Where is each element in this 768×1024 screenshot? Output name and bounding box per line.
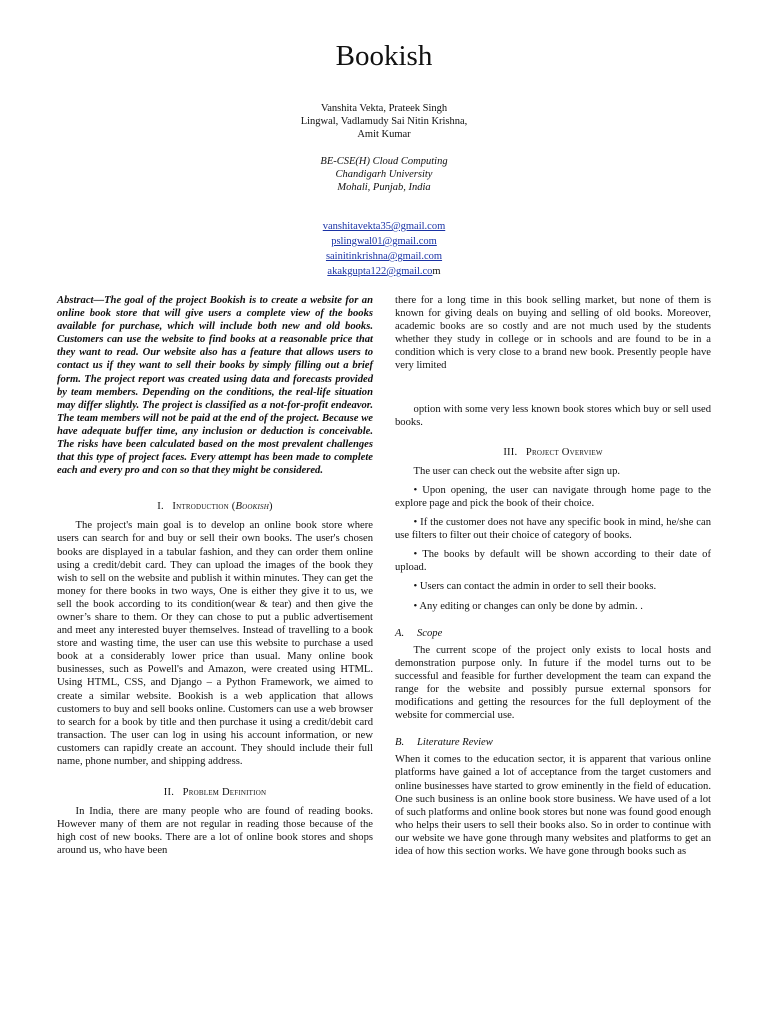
section-number: II. xyxy=(163,787,175,799)
paper-title: Bookish xyxy=(335,40,433,72)
email-link[interactable] xyxy=(327,266,432,277)
email-link[interactable]: sainitinkrishna@gmail.com xyxy=(325,251,443,262)
subsection-label: A. xyxy=(395,627,405,639)
subsection-title: Scope xyxy=(417,627,443,639)
affiliation xyxy=(0,155,768,194)
section-title: Project Overview xyxy=(525,446,603,458)
affiliation-line: BE-CSE(H) Cloud Computing xyxy=(320,156,448,167)
affiliation-line: Mohali, Punjab, India xyxy=(337,182,431,193)
introduction-body: The project's main goal is to develop an online book store where users can search for and buy or sell their own books. The user's chosen books are displayed in a tabular fashion, and they can order them online using a credit/debit card. They can upload the images of the book they wish to sell on the website and publish it within minutes. They can get the money for there books in two ways, One is either they give it to us, we sell the book according to its condition(wear & tear) and then give the owner’s share to them. Or they can chose to put a public advertisement and meet any interested buyer themselves. Instead of travelling to a book store and wasting time, the user can use this website to purchase a used book at a considerably lower price than usual. Many online book businesses, such as Powell's and Amazon, were created using HTML. Using HTML, CSS, and Django – a Python Framework, we aimed to create a similar website. Bookish is a web application that allows customers to buy and sell books online. Customers can use a web browser to search for a book by title and then purchase it using a credit/debit card transaction. The user can log in using his account information, or new customers can rapidly create an account. They should include their full name, phone number, and shipping address. xyxy=(57,520,373,767)
affiliation-line: Chandigarh University xyxy=(335,169,433,180)
subsection-heading-scope xyxy=(395,627,711,640)
subsection-heading-literature-review xyxy=(395,736,711,749)
email-link[interactable]: vanshitavekta35@gmail.com xyxy=(322,221,446,232)
list-item: • Users can contact the admin in order to sell their books. xyxy=(413,581,657,593)
problem-definition-continued-2: option with some very less known book stores which buy or sell used books. xyxy=(395,403,711,428)
list-item: • Any editing or changes can only be done by admin. . xyxy=(413,600,643,612)
section-number: I. xyxy=(157,501,164,513)
list-item: • Upon opening, the user can navigate through home page to the explore page and pick the book of their choice. xyxy=(395,484,711,509)
email-link-text: akakgupta122@gmail.co xyxy=(327,266,433,277)
author-line: Lingwal, Vadlamudy Sai Nitin Krishna, xyxy=(300,116,468,127)
left-column xyxy=(57,294,373,857)
problem-definition-continued: there for a long time in this book selling market, but none of them is known for giving deals on buying and selling of old books. Moreover, academic books are so costly and are not much used by the students whether they study in college or in schools and are found to be in a condition which is very close to a brand new book. Presently people have very limited xyxy=(395,295,711,372)
email-link[interactable]: pslingwal01@gmail.com xyxy=(331,236,437,247)
author-line: Vanshita Vekta, Prateek Singh xyxy=(320,103,448,114)
right-column xyxy=(395,294,711,858)
section-heading-introduction xyxy=(57,500,373,513)
email-list xyxy=(0,219,768,279)
literature-review-body: When it comes to the education sector, it is apparent that various online platforms have gained a lot of acceptance from the target customers and online businesses have started to grow eminently in the field of education. One such business is an online book store business. We have used of a lot of such platforms and online book stores but none was found good enough who helps their users to sell their books also. So in order to continue with our website we have gone through many websites and platforms to get an idea of how this section works. We have gone through books such as xyxy=(395,754,711,857)
author-line: Amit Kumar xyxy=(357,129,411,140)
project-overview-intro: The user can check out the website after sign up. xyxy=(413,465,621,477)
email-tail: m xyxy=(432,266,441,277)
section-title-emphasis: Bookish xyxy=(235,501,269,513)
section-heading-problem-definition xyxy=(57,786,373,799)
author-list xyxy=(0,102,768,141)
abstract: Abstract—The goal of the project Bookish is to create a website for an online book store that will give users a complete view of the books available for purchase, which will include both new and old books. Customers can use the website to find books at a reasonable price that they want to read. Our website also has a feature that allows users to contact us if they want to sell their books by simply filling out a brief form. The project report was created using data and forecasts provided by team members. Depending on the conditions, the real-life situation may differ slightly. The project is classified as a not-for-profit endeavor. The team members will not be paid at the end of the project. Because we have adequate buffer time, any inclusion or deduction is conceivable. The risks have been calculated based on the most prevalent challenges that this type of project faces. Every attempt has been made to complete each and every pro and con so that they might be considered. xyxy=(57,295,373,477)
section-title: Problem Definition xyxy=(182,787,267,799)
section-title-close: ) xyxy=(269,501,273,513)
list-item: • The books by default will be shown according to their date of upload. xyxy=(395,549,711,574)
section-title: Introduction ( xyxy=(172,501,236,513)
subsection-title: Literature Review xyxy=(417,737,493,749)
problem-definition-body: In India, there are many people who are found of reading books. However many of them are not regular in reading those because of the high cost of new books. There are a lot of online book stores and shops around us, who have been xyxy=(57,806,373,857)
subsection-label: B. xyxy=(395,737,405,749)
list-item: • If the customer does not have any specific book in mind, he/she can use filters to filter out their choice of category of books. xyxy=(395,517,711,542)
section-number: III. xyxy=(503,446,518,458)
section-heading-project-overview xyxy=(395,446,711,459)
scope-body: The current scope of the project only exists to local hosts and demonstration purpose only. In future if the model turns out to be successful and feasible for further development the team can expand the range for the website and possibly pursue external sponsors for modifications and getting the resources for the full deployment of the website for commercial use. xyxy=(395,644,711,722)
